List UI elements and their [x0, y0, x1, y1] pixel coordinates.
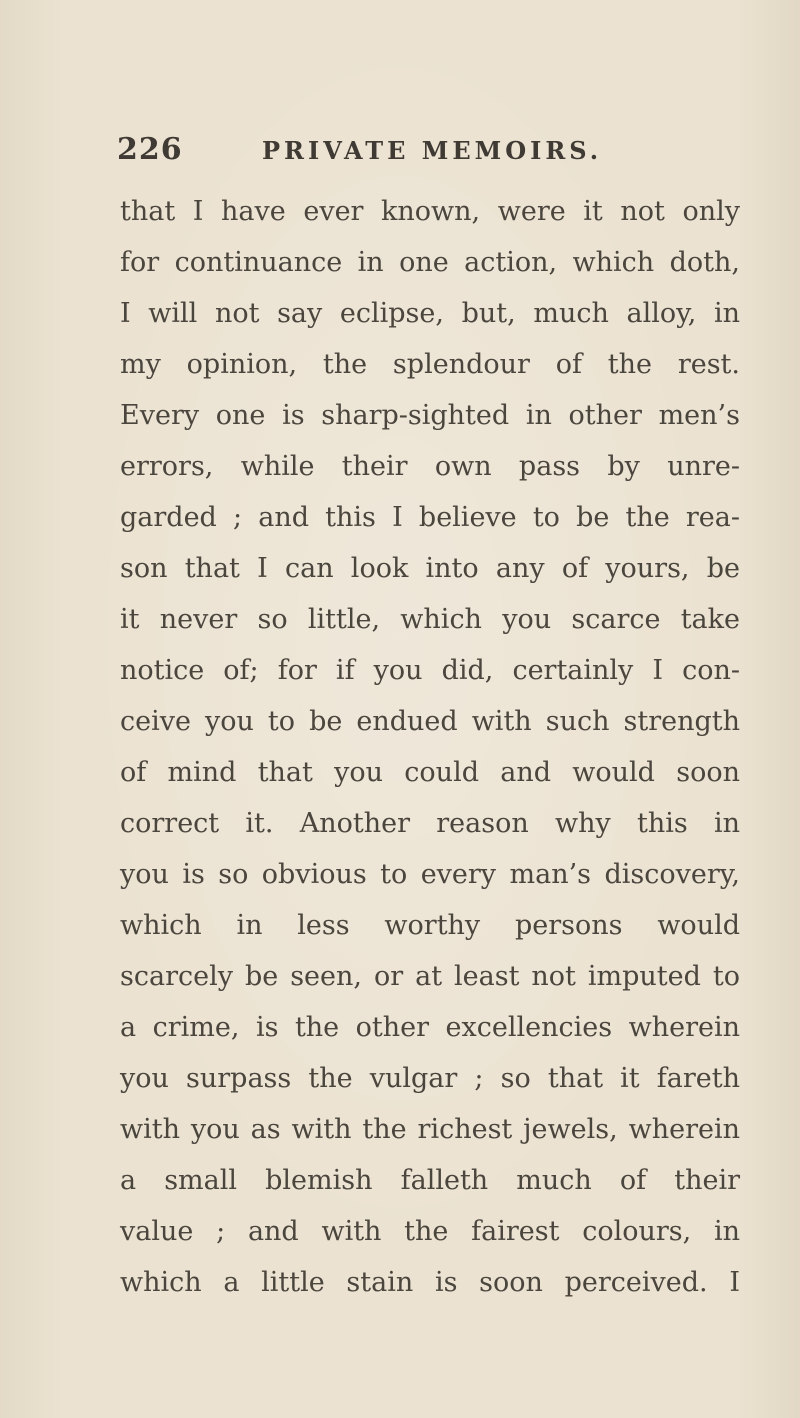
text-line: of mind that you could and would soon — [120, 757, 740, 788]
text-line: a crime, is the other excellencies wherein — [120, 1012, 740, 1043]
text-line: value ; and with the fairest colours, in — [120, 1216, 740, 1247]
text-line: errors, while their own pass by unre- — [120, 451, 740, 482]
text-line: with you as with the richest jewels, wherein — [120, 1114, 740, 1145]
text-line: notice of; for if you did, certainly I con- — [120, 655, 740, 686]
text-line: ceive you to be endued with such strength — [120, 706, 740, 737]
text-line: I will not say eclipse, but, much alloy, in — [120, 298, 740, 329]
text-line: for continuance in one action, which doth, — [120, 247, 740, 278]
text-line: son that I can look into any of yours, be — [120, 553, 740, 584]
text-line: scarcely be seen, or at least not imputed to — [120, 961, 740, 992]
page-header — [117, 132, 717, 172]
text-line: which a little stain is soon perceived. I — [120, 1267, 740, 1298]
page-number: 226 — [117, 132, 183, 167]
body-text — [120, 186, 740, 1308]
text-line: that I have ever known, were it not only — [120, 196, 740, 227]
text-line: it never so little, which you scarce take — [120, 604, 740, 635]
text-line: you is so obvious to every man’s discovery, — [120, 859, 740, 890]
text-line: correct it. Another reason why this in — [120, 808, 740, 839]
text-line: my opinion, the splendour of the rest. — [120, 349, 740, 380]
text-line: Every one is sharp-sighted in other men’s — [120, 400, 740, 431]
running-title: PRIVATE MEMOIRS. — [262, 136, 603, 165]
text-line: garded ; and this I believe to be the rea- — [120, 502, 740, 533]
text-line: which in less worthy persons would — [120, 910, 740, 941]
text-line: a small blemish falleth much of their — [120, 1165, 740, 1196]
text-line: you surpass the vulgar ; so that it fareth — [120, 1063, 740, 1094]
